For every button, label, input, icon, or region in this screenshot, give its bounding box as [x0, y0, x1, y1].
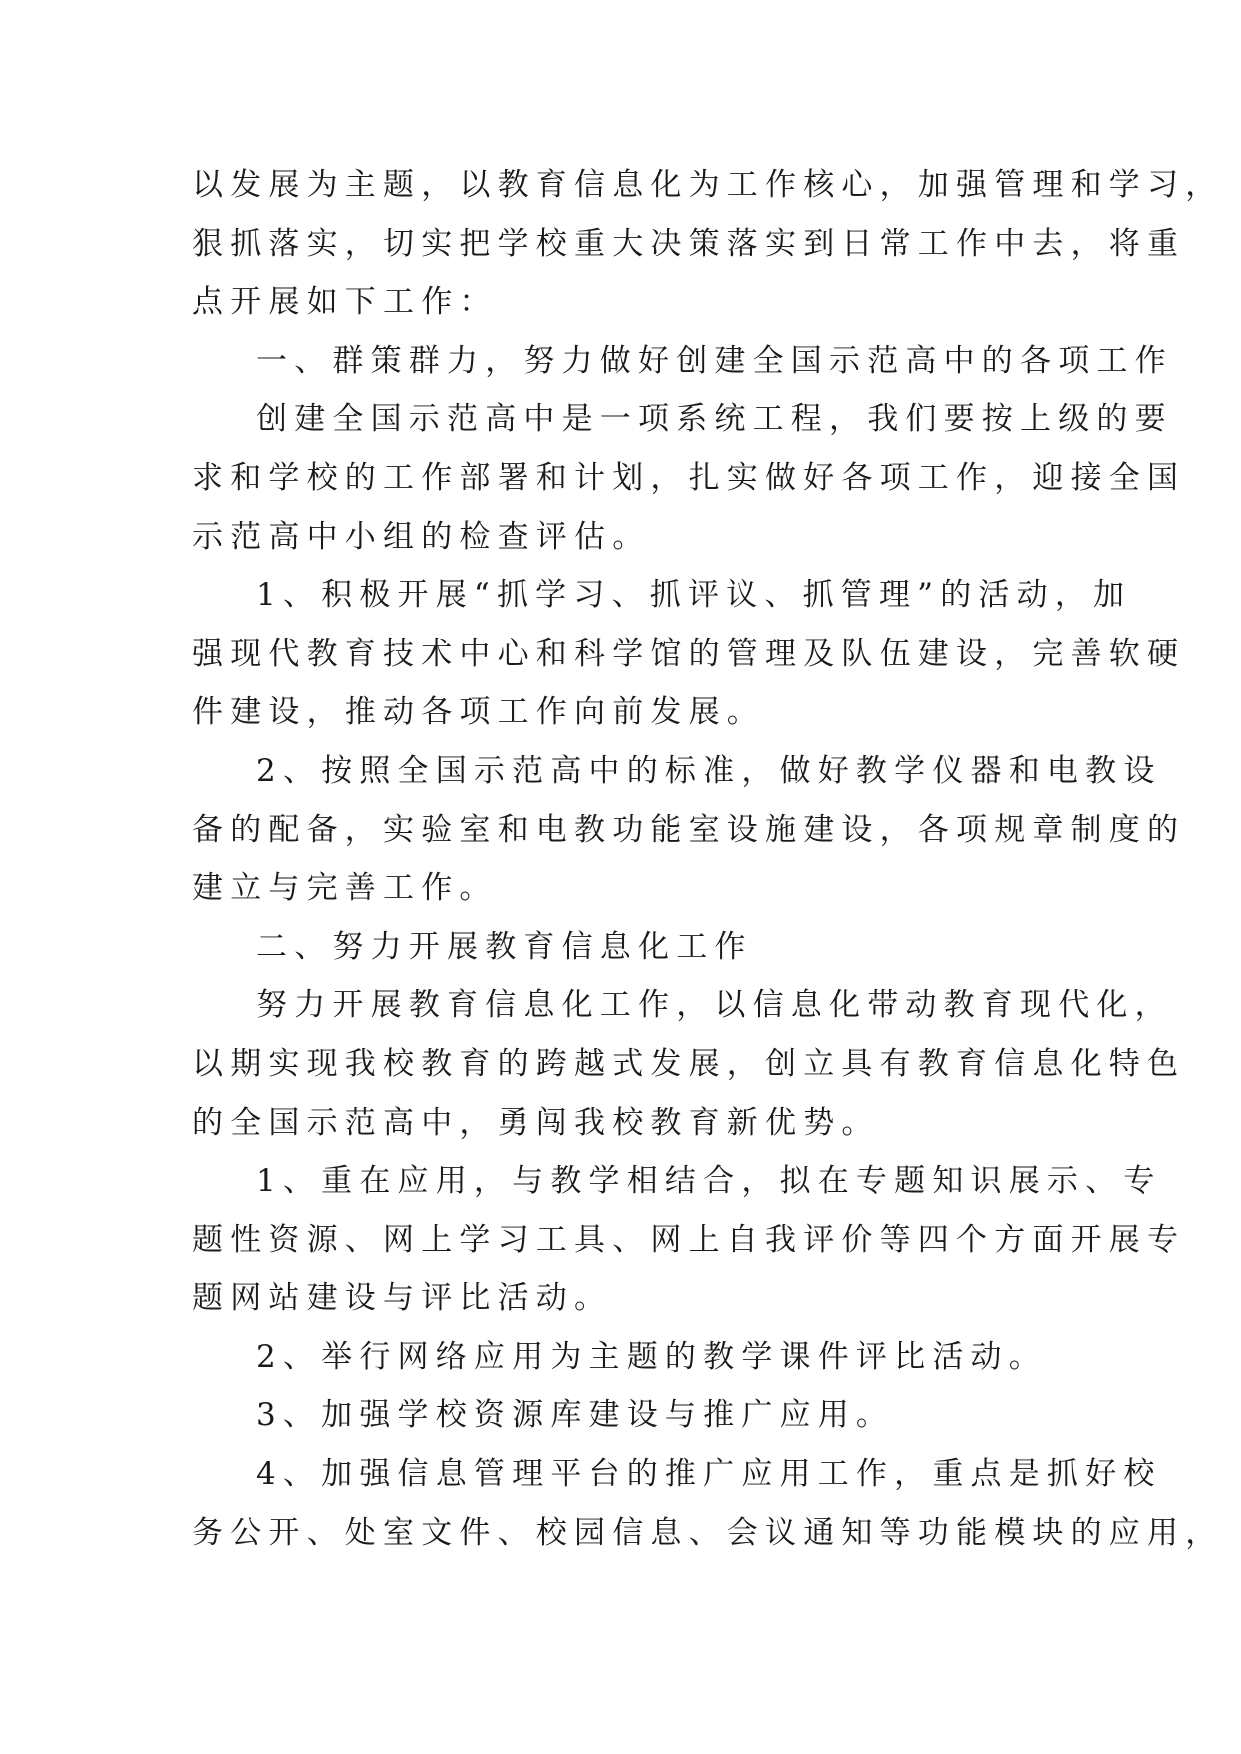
- list-item-1-2: 2、按照全国示范高中的标准，做好教学仪器和电教设: [256, 752, 1162, 789]
- document-body: [192, 156, 1224, 1562]
- text-line: 的全国示范高中，勇闯我校教育新优势。: [192, 1104, 880, 1141]
- text-line: 以发展为主题，以教育信息化为工作核心，加强管理和学习，: [192, 167, 1224, 203]
- text-line: 题网站建设与评比活动。: [192, 1280, 613, 1317]
- text-line: 题性资源、网上学习工具、网上自我评价等四个方面开展专: [192, 1221, 1186, 1258]
- text-line: 示范高中小组的检查评估。: [192, 518, 651, 555]
- text-line: 务公开、处室文件、校园信息、会议通知等功能模块的应用，: [192, 1514, 1224, 1551]
- text-line: 努力开展教育信息化工作，以信息化带动教育现代化，: [256, 987, 1173, 1024]
- list-item-2-3: 3、加强学校资源库建设与推广应用。: [256, 1397, 895, 1434]
- section-heading-2: 二、努力开展教育信息化工作: [256, 928, 753, 965]
- text-line: 求和学校的工作部署和计划，扎实做好各项工作，迎接全国: [192, 459, 1186, 496]
- section-heading-1: 一、群策群力，努力做好创建全国示范高中的各项工作: [256, 342, 1173, 379]
- list-item-2-4: 4、加强信息管理平台的推广应用工作，重点是抓好校: [256, 1456, 1162, 1493]
- text-line: 建立与完善工作。: [192, 870, 498, 907]
- text-line: 创建全国示范高中是一项系统工程，我们要按上级的要: [256, 401, 1173, 438]
- text-line: 强现代教育技术中心和科学馆的管理及队伍建设，完善软硬: [192, 635, 1186, 672]
- list-item-2-2: 2、举行网络应用为主题的教学课件评比活动。: [256, 1338, 1047, 1375]
- text-line: 点开展如下工作：: [192, 284, 498, 321]
- text-line: 件建设，推动各项工作向前发展。: [192, 694, 765, 731]
- text-line: 狠抓落实，切实把学校重大决策落实到日常工作中去，将重: [192, 225, 1186, 262]
- text-line: 备的配备，实验室和电教功能室设施建设，各项规章制度的: [192, 811, 1186, 848]
- list-item-1-1: 1、积极开展“抓学习、抓评议、抓管理”的活动，加: [256, 577, 1132, 614]
- list-item-2-1: 1、重在应用，与教学相结合，拟在专题知识展示、专: [256, 1163, 1162, 1200]
- text-line: 以期实现我校教育的跨越式发展，创立具有教育信息化特色: [192, 1045, 1186, 1082]
